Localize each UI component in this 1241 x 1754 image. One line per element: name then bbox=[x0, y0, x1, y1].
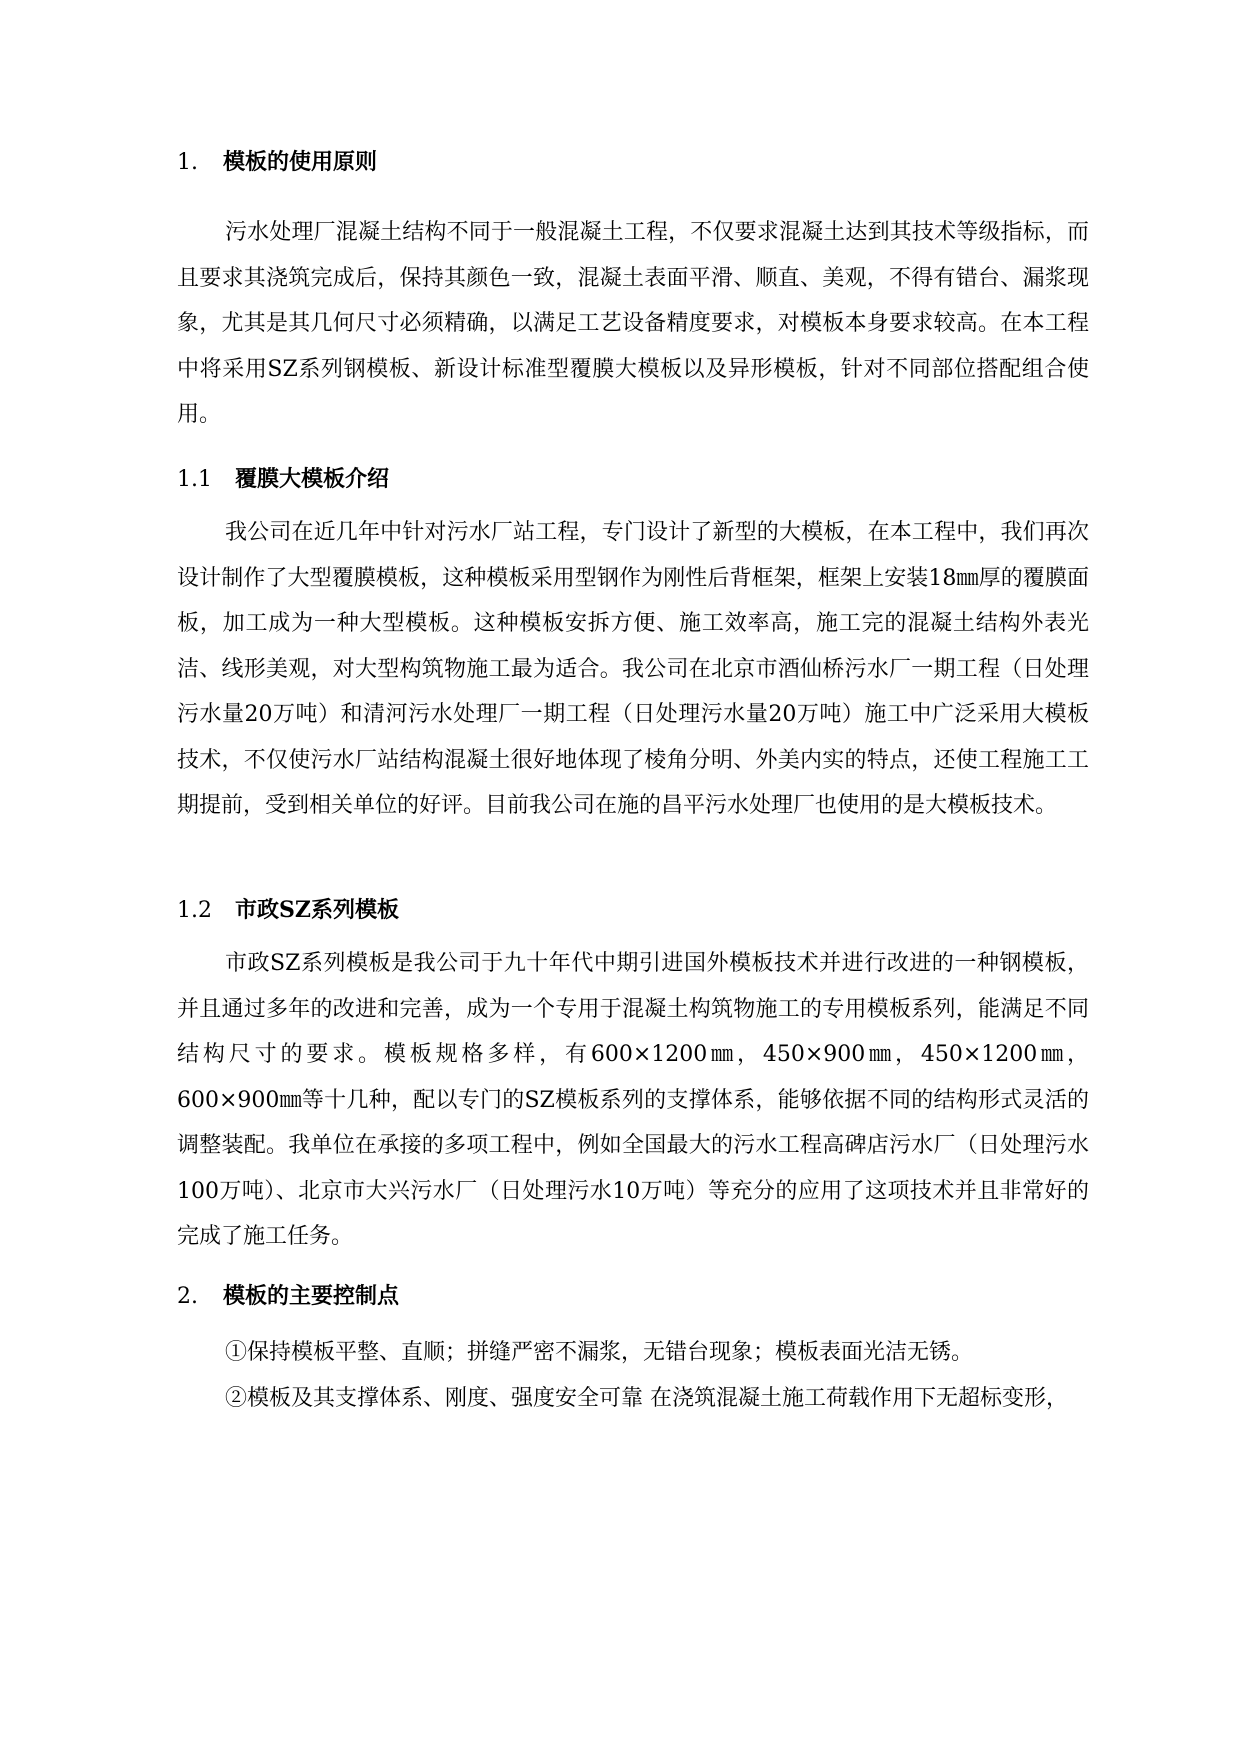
section-number: 1.1 bbox=[177, 467, 212, 492]
section-number: 2. bbox=[177, 1284, 198, 1309]
section-paragraph-1-2: 市政SZ系列模板是我公司于九十年代中期引进国外模板技术并进行改进的一种钢模板，并且通过多年的改进和完善，成为一个专用于混凝土构筑物施工的专用模板系列，能满足不同结构尺寸的要求。模板规格多样，有600×1200㎜，450×900㎜，450×1200㎜，600×900㎜等十几种，配以专门的SZ模板系列的支撑体系，能够依据不同的结构形式灵活的调整装配。我单位在承接的多项工程中，例如全国最大的污水工程高碑店污水厂（日处理污水100万吨）、北京市大兴污水厂（日处理污水10万吨）等充分的应用了这项技术并且非常好的完成了施工任务。 bbox=[177, 951, 1089, 1249]
section-number: 1.2 bbox=[177, 898, 212, 923]
section-paragraph-1: 污水处理厂混凝土结构不同于一般混凝土工程，不仅要求混凝土达到其技术等级指标，而且要求其浇筑完成后，保持其颜色一致，混凝土表面平滑、顺直、美观，不得有错台、漏浆现象，尤其是其几何尺寸必须精确，以满足工艺设备精度要求，对模板本身要求较高。在本工程中将采用SZ系列钢模板、新设计标准型覆膜大模板以及异形模板，针对不同部位搭配组合使用。 bbox=[177, 220, 1089, 427]
section-number: 1. bbox=[177, 150, 198, 175]
section-heading-2 bbox=[177, 1281, 399, 1312]
section-title: 模板的使用原则 bbox=[223, 149, 378, 175]
section-heading-1-2 bbox=[177, 895, 399, 926]
section-title: 覆膜大模板介绍 bbox=[235, 466, 390, 492]
section-heading-1 bbox=[177, 147, 377, 178]
section-title: 市政SZ系列模板 bbox=[235, 897, 399, 923]
section-title: 模板的主要控制点 bbox=[223, 1283, 400, 1309]
section-heading-1-1 bbox=[177, 464, 389, 495]
section-paragraph-1-1: 我公司在近几年中针对污水厂站工程，专门设计了新型的大模板，在本工程中，我们再次设计制作了大型覆膜模板，这种模板采用型钢作为刚性后背框架，框架上安装18㎜厚的覆膜面板，加工成为一种大型模板。这种模板安拆方便、施工效率高，施工完的混凝土结构外表光洁、线形美观，对大型构筑物施工最为适合。我公司在北京市酒仙桥污水厂一期工程（日处理污水量20万吨）和清河污水处理厂一期工程（日处理污水量20万吨）施工中广泛采用大模板技术，不仅使污水厂站结构混凝土很好地体现了棱角分明、外美内实的特点，还使工程施工工期提前，受到相关单位的好评。目前我公司在施的昌平污水处理厂也使用的是大模板技术。 bbox=[177, 520, 1089, 818]
control-point-item: ①保持模板平整、直顺；拼缝严密不漏浆，无错台现象；模板表面光洁无锈。 bbox=[225, 1340, 974, 1365]
control-point-item: ②模板及其支撑体系、刚度、强度安全可靠 在浇筑混凝土施工荷载作用下无超标变形， bbox=[225, 1386, 1068, 1411]
